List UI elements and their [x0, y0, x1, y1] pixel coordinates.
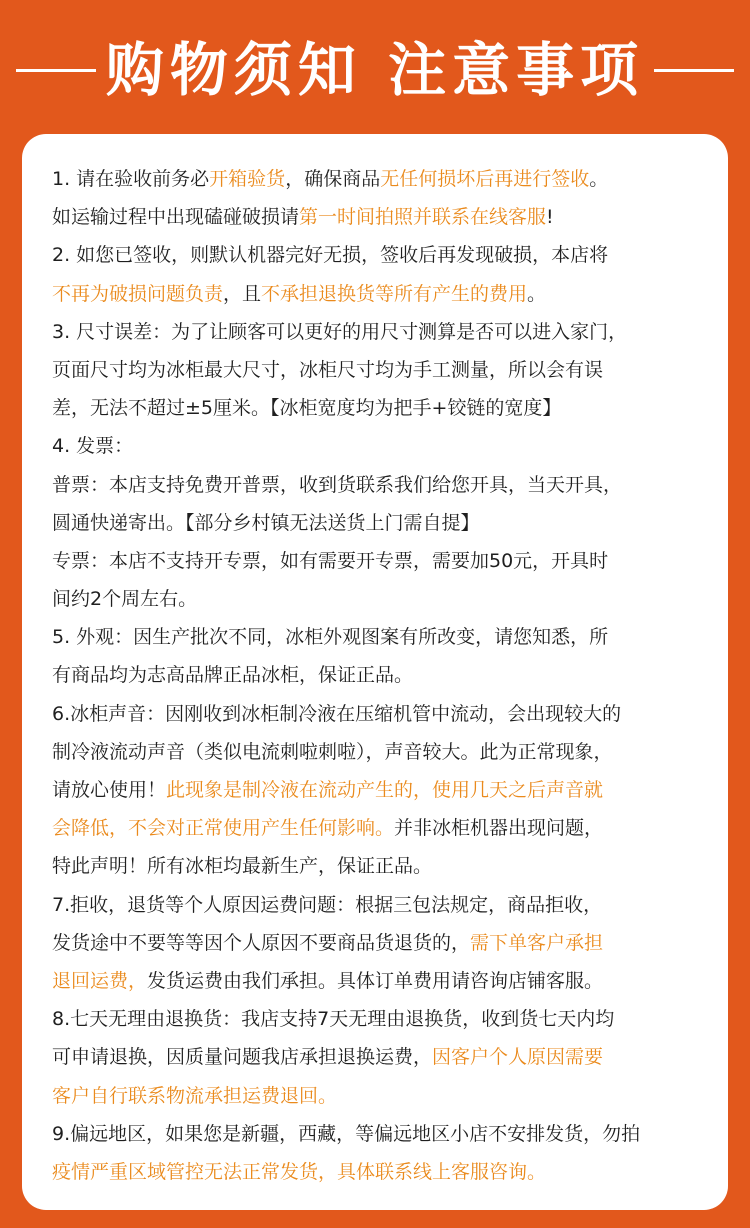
highlighted-text: 此现象是制冷液在流动产生的，使用几天之后声音就: [166, 779, 604, 801]
notice-line: [52, 886, 712, 924]
header: [0, 0, 750, 134]
highlighted-text: 因客户个人原因需要: [432, 1046, 604, 1069]
notice-line: [52, 504, 712, 542]
notice-line: [52, 1115, 712, 1153]
body-text: 3. 尺寸误差：为了让顾客可以更好的用尺寸测算是否可以进入家门，: [52, 320, 628, 343]
notice-line: [52, 1077, 712, 1115]
notice-line: [52, 618, 712, 656]
notice-line: [52, 1000, 712, 1038]
notice-card: [22, 134, 728, 1210]
body-text: 2. 如您已签收，则默认机器完好无损，签收后再发现破损，本店将: [52, 244, 609, 267]
body-text: 圆通快递寄出。【部分乡村镇无法送货上门需自提】: [52, 511, 480, 534]
notice-line: [52, 160, 712, 198]
notice-line: [52, 198, 712, 236]
notice-line: [52, 656, 712, 694]
body-text: 8.七天无理由退换货：我店支持7天无理由退换货，收到货七天内均: [52, 1008, 615, 1031]
body-text: 1. 请在验收前务必: [52, 168, 210, 190]
body-text: 专票：本店不支持开专票，如有需要开专票，需要加50元，开具时: [52, 549, 609, 572]
notice-line: [52, 771, 712, 809]
highlighted-text: 会降低，不会对正常使用产生任何影响。: [52, 817, 395, 840]
body-text: 5. 外观：因生产批次不同，冰柜外观图案有所改变，请您知悉，所: [52, 626, 609, 649]
body-text: !: [546, 206, 554, 229]
body-text: 普票：本店支持免费开普票，收到货联系我们给您开具，当天开具，: [52, 473, 623, 496]
highlighted-text: 开箱验货: [209, 168, 286, 190]
body-text: 4. 发票：: [52, 435, 134, 458]
highlighted-text: 不承担退换货等所有产生的费用: [261, 282, 528, 305]
notice-line: [52, 580, 712, 618]
body-text: 6.冰柜声音：因刚收到冰柜制冷液在压缩机管中流动，会出现较大的: [52, 702, 622, 725]
notice-line: [52, 275, 712, 313]
notice-line: [52, 695, 712, 733]
notice-line: [52, 809, 712, 847]
body-text: 。: [527, 282, 547, 305]
body-text: 可申请退换，因质量问题我店承担退换运费，: [52, 1046, 433, 1069]
notice-line: [52, 962, 712, 1000]
notice-line: [52, 1038, 712, 1076]
page-title: 购物须知 注意事项: [105, 36, 645, 104]
notice-line: [52, 236, 712, 274]
body-text: 制冷液流动声音（类似电流刺啦刺啦），声音较大。此为正常现象，: [52, 740, 613, 763]
body-text: 请放心使用！: [52, 779, 167, 801]
body-text: 如运输过程中出现磕碰破损请: [52, 206, 300, 229]
body-text: ，确保商品: [285, 168, 381, 190]
notice-line: [52, 389, 712, 427]
notice-line: [52, 466, 712, 504]
notice-content: [52, 160, 712, 1191]
notice-line: [52, 1153, 712, 1191]
notice-line: [52, 542, 712, 580]
highlighted-text: 客户自行联系物流承担运费退回。: [52, 1084, 338, 1107]
highlighted-text: 疫情严重区域管控无法正常发货，具体联系线上客服咨询。: [52, 1160, 547, 1183]
highlighted-text: 退回运费，: [52, 969, 148, 992]
body-text: 差，无法不超过±5厘米。【冰柜宽度均为把手+铰链的宽度】: [52, 397, 562, 420]
body-text: 有商品均为志高品牌正品冰柜，保证正品。: [52, 664, 414, 687]
notice-line: [52, 924, 712, 962]
body-text: 发货途中不要等等因个人原因不要商品货退货的，: [52, 931, 471, 954]
highlighted-text: 需下单客户承担: [470, 931, 604, 954]
body-text: ，且: [223, 282, 262, 305]
body-text: 特此声明！所有冰柜均最新生产，保证正品。: [52, 855, 433, 878]
body-text: 并非冰柜机器出现问题，: [394, 817, 604, 840]
highlighted-text: 第一时间拍照并联系在线客服: [299, 206, 547, 229]
notice-line: [52, 351, 712, 389]
notice-line: [52, 313, 712, 351]
notice-line: [52, 847, 712, 885]
notice-line: [52, 427, 712, 465]
body-text: 发货运费由我们承担。具体订单费用请咨询店铺客服。: [147, 969, 604, 992]
body-text: 7.拒收，退货等个人原因运费问题：根据三包法规定，商品拒收，: [52, 893, 603, 916]
body-text: 。: [589, 168, 609, 190]
body-text: 9.偏远地区，如果您是新疆，西藏，等偏远地区小店不安排发货，勿拍: [52, 1122, 641, 1145]
header-right-rule: [654, 69, 734, 72]
body-text: 页面尺寸均为冰柜最大尺寸，冰柜尺寸均为手工测量，所以会有误: [52, 358, 604, 381]
highlighted-text: 不再为破损问题负责: [52, 282, 224, 305]
highlighted-text: 无任何损坏后再进行签收: [380, 168, 590, 190]
notice-line: [52, 733, 712, 771]
body-text: 间约2个周左右。: [52, 588, 198, 611]
